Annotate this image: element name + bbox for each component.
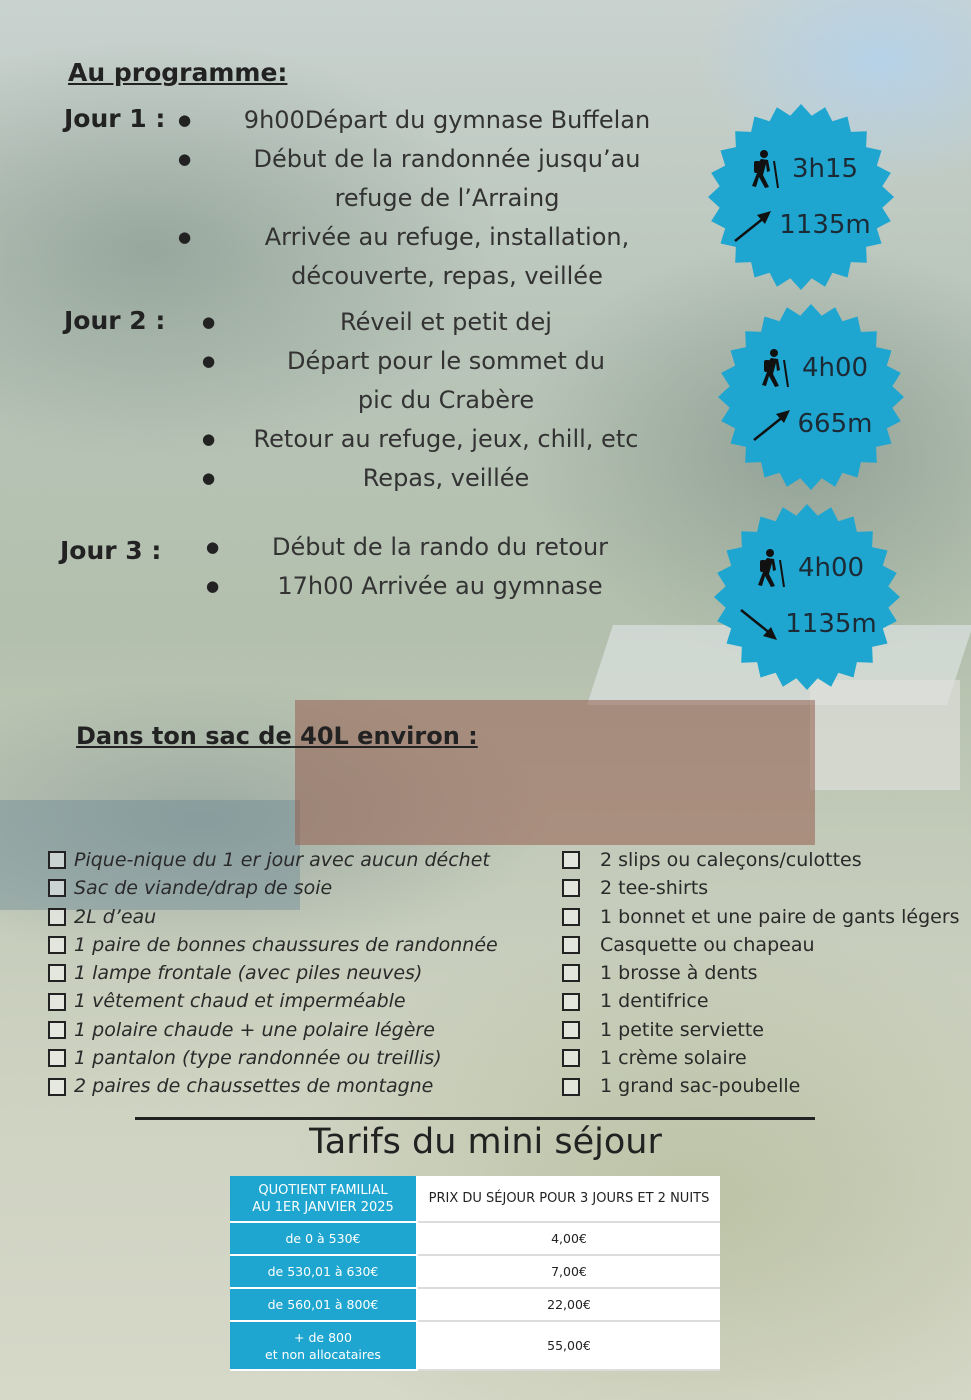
- checkbox[interactable]: [562, 879, 580, 897]
- checkbox[interactable]: [562, 993, 580, 1011]
- list-item: ● 9h00Départ du gymnase Buffelan: [222, 101, 672, 140]
- checklist-label: 1 bonnet et une paire de gants légers: [600, 905, 960, 928]
- checkbox[interactable]: [48, 936, 66, 954]
- price-cell: 7,00€: [417, 1255, 720, 1288]
- checklist-label: Pique-nique du 1 er jour avec aucun déchet: [74, 849, 490, 871]
- checklist-label: Sac de viande/drap de soie: [74, 877, 333, 900]
- arrow-up-right-icon: [731, 205, 775, 245]
- checklist-label: 1 petite serviette: [600, 1018, 764, 1041]
- duration-value: 3h15: [791, 154, 859, 184]
- checklist-label: 1 lampe frontale (avec piles neuves): [74, 962, 423, 985]
- price-cell: 55,00€: [417, 1321, 720, 1370]
- day-2-list: [246, 303, 646, 498]
- duration-value: 4h00: [797, 553, 865, 583]
- list-item: ● Début de la randonnée jusqu’au refuge de l’Arraing: [222, 140, 672, 218]
- hiker-icon: [754, 348, 798, 388]
- table-header-row: [230, 1176, 720, 1222]
- badge-shape: [706, 102, 896, 292]
- arrow-down-right-icon: [737, 604, 781, 644]
- header-quotient-line1: QUOTIENT FAMILIAL: [258, 1182, 388, 1198]
- day-2-badge: [716, 302, 906, 492]
- checklist-label: 1 paire de bonnes chaussures de randonnée: [74, 933, 498, 956]
- day-3-list: [250, 528, 630, 606]
- checklist-label: 2L d’eau: [74, 905, 157, 928]
- checklist-label: 1 polaire chaude + une polaire légère: [74, 1018, 435, 1041]
- elevation-value: 1135m: [779, 210, 871, 240]
- range-cell: de 530,01 à 630€: [230, 1255, 417, 1288]
- table-row: [230, 1321, 720, 1370]
- list-item: ● 17h00 Arrivée au gymnase: [250, 567, 630, 606]
- checklist-label: 1 dentifrice: [600, 990, 709, 1013]
- checklist-item[interactable]: [48, 931, 498, 959]
- duration-row: [716, 346, 906, 390]
- day-3-badge: [712, 502, 902, 692]
- checklist-item[interactable]: [562, 1016, 960, 1044]
- price-cell: 22,00€: [417, 1288, 720, 1321]
- hiker-icon: [750, 548, 794, 588]
- checklist-item[interactable]: [48, 903, 498, 931]
- checkbox[interactable]: [562, 851, 580, 869]
- checkbox[interactable]: [48, 879, 66, 897]
- header-quotient-line2: AU 1ER JANVIER 2025: [252, 1199, 394, 1215]
- header-quotient: [230, 1176, 417, 1222]
- checkbox[interactable]: [562, 964, 580, 982]
- checklist-label: Casquette ou chapeau: [600, 933, 815, 956]
- list-item: ● Réveil et petit dej: [246, 303, 646, 342]
- day-1-label: Jour 1 :: [64, 104, 166, 133]
- range-line2: et non allocataires: [265, 1346, 381, 1362]
- checkbox[interactable]: [562, 1021, 580, 1039]
- elevation-row: [712, 602, 902, 646]
- checklist-label: 1 vêtement chaud et imperméable: [74, 990, 406, 1013]
- sac-title: Dans ton sac de 40L environ :: [76, 722, 478, 750]
- elevation-value: 665m: [797, 409, 873, 439]
- checkbox[interactable]: [48, 851, 66, 869]
- checklist-item[interactable]: [562, 1072, 960, 1100]
- badge-shape: [712, 502, 902, 692]
- checkbox[interactable]: [48, 1078, 66, 1096]
- table-row: [230, 1222, 720, 1255]
- arrow-up-right-icon: [750, 404, 794, 444]
- hiker-icon: [744, 149, 788, 189]
- range-cell: de 0 à 530€: [230, 1222, 417, 1255]
- duration-row: [706, 147, 896, 191]
- checklist-label: 1 brosse à dents: [600, 962, 758, 985]
- checkbox[interactable]: [48, 993, 66, 1011]
- list-item: ● Début de la rando du retour: [250, 528, 630, 567]
- badge-shape: [716, 302, 906, 492]
- checkbox[interactable]: [562, 1049, 580, 1067]
- checklist-label: 2 tee-shirts: [600, 877, 709, 900]
- checkbox[interactable]: [562, 908, 580, 926]
- checkbox[interactable]: [48, 1049, 66, 1067]
- day-1-badge: [706, 102, 896, 292]
- checklist-item[interactable]: [48, 874, 498, 902]
- checklist-item[interactable]: [562, 846, 960, 874]
- tarifs-table: [230, 1176, 720, 1371]
- day-3-label: Jour 3 :: [60, 536, 162, 565]
- elevation-value: 1135m: [785, 609, 877, 639]
- checklist-right: [562, 846, 960, 1101]
- header-prix: PRIX DU SÉJOUR POUR 3 JOURS ET 2 NUITS: [417, 1176, 720, 1222]
- checklist-label: 2 paires de chaussettes de montagne: [74, 1075, 434, 1098]
- checklist-item[interactable]: [562, 1044, 960, 1072]
- checkbox[interactable]: [562, 936, 580, 954]
- day-2-label: Jour 2 :: [64, 306, 166, 335]
- duration-value: 4h00: [801, 353, 869, 383]
- checklist-item[interactable]: [562, 874, 960, 902]
- checklist-item[interactable]: [562, 987, 960, 1015]
- checklist-left: [48, 846, 498, 1101]
- checklist-item[interactable]: [48, 1044, 498, 1072]
- duration-row: [712, 546, 902, 590]
- elevation-row: [706, 203, 896, 247]
- checkbox[interactable]: [48, 908, 66, 926]
- list-item: ● Retour au refuge, jeux, chill, etc: [246, 420, 646, 459]
- table-row: [230, 1255, 720, 1288]
- range-cell: [230, 1321, 417, 1370]
- checklist-item[interactable]: [48, 846, 498, 874]
- checklist-item[interactable]: [562, 931, 960, 959]
- price-cell: 4,00€: [417, 1222, 720, 1255]
- section-divider: [135, 1117, 815, 1120]
- list-item: ● Arrivée au refuge, installation, découverte, repas, veillée: [222, 218, 672, 296]
- checklist-item[interactable]: [48, 1072, 498, 1100]
- checkbox[interactable]: [562, 1078, 580, 1096]
- checklist-label: 1 grand sac-poubelle: [600, 1075, 801, 1098]
- checklist-item[interactable]: [562, 903, 960, 931]
- checkbox[interactable]: [48, 1021, 66, 1039]
- checklist-label: 1 pantalon (type randonnée ou treillis): [74, 1047, 442, 1070]
- programme-title: Au programme:: [68, 58, 288, 87]
- range-cell: de 560,01 à 800€: [230, 1288, 417, 1321]
- background-hut-wall: [810, 680, 960, 790]
- checklist-label: 1 crème solaire: [600, 1047, 747, 1070]
- checklist-item[interactable]: [48, 959, 498, 987]
- day-1-list: [222, 101, 672, 296]
- checklist-item[interactable]: [562, 959, 960, 987]
- list-item: ● Repas, veillée: [246, 459, 646, 498]
- checklist-item[interactable]: [48, 987, 498, 1015]
- elevation-row: [716, 402, 906, 446]
- tarifs-title: Tarifs du mini séjour: [309, 1122, 662, 1162]
- table-row: [230, 1288, 720, 1321]
- checkbox[interactable]: [48, 964, 66, 982]
- checklist-label: 2 slips ou caleçons/culottes: [600, 849, 862, 871]
- checklist-item[interactable]: [48, 1016, 498, 1044]
- range-line1: + de 800: [294, 1329, 352, 1345]
- list-item: ● Départ pour le sommet du pic du Crabère: [246, 342, 646, 420]
